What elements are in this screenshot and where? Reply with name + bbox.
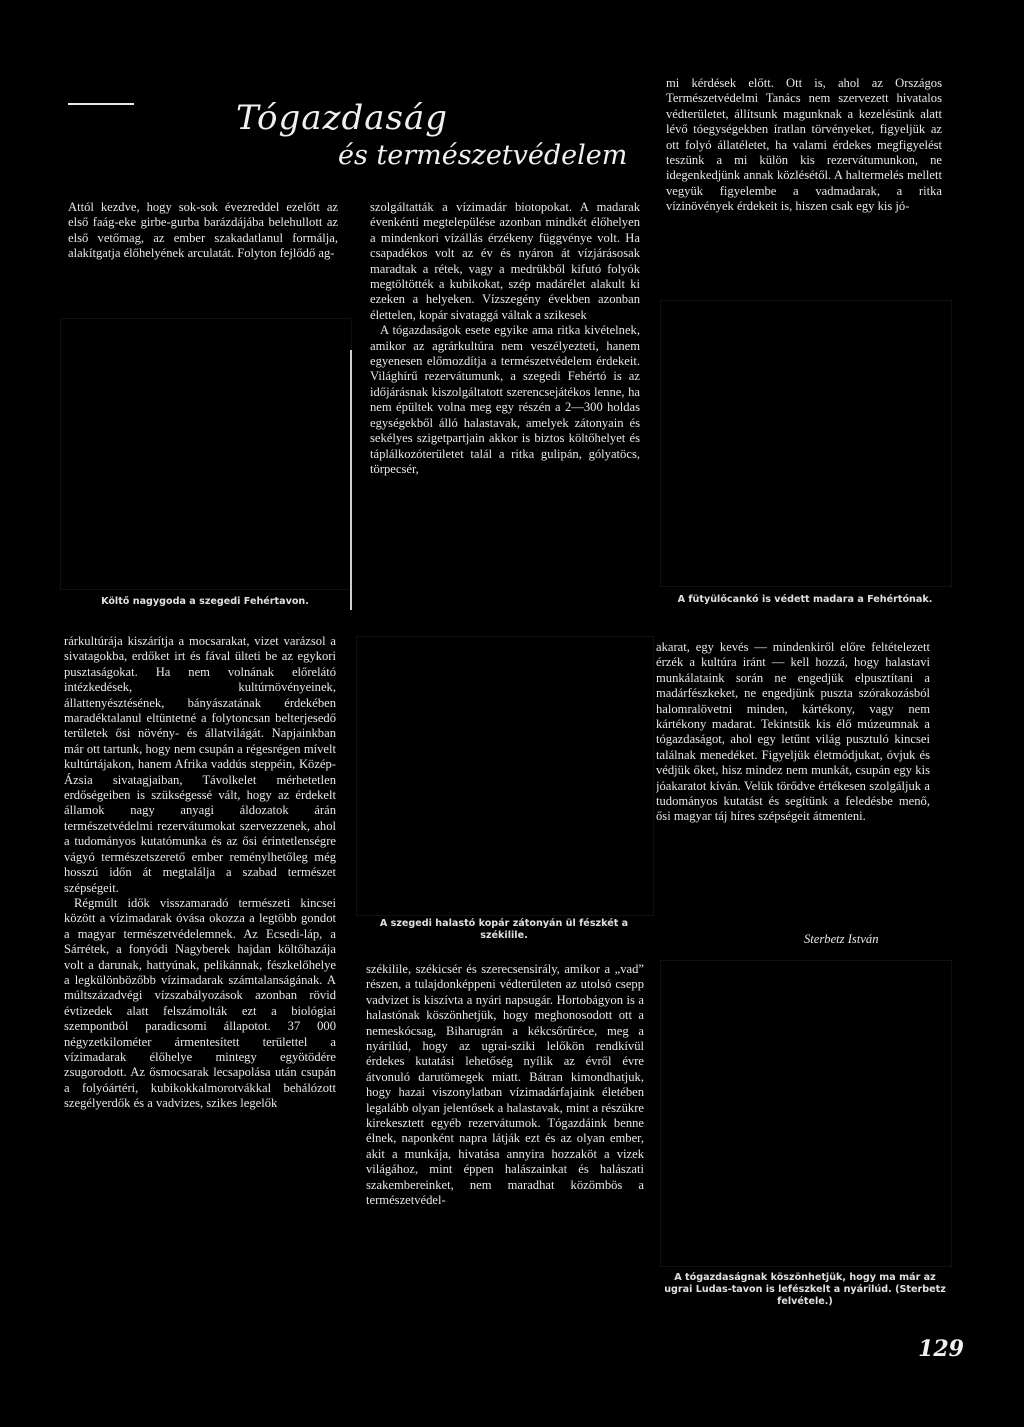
column-1-top [68,200,338,310]
paragraph: szolgáltatták a vízimadár biotopokat. A madarak évenkénti megtelepülése azonban mindkét élőhelyen a mindenkori vízállás érzékeny függvénye volt. Ha csapadékos volt az év és nyáron át vízjárásosak maradtak a rétek, vagy a medrükből kifutó folyók megtöltötték a kubikokat, szép madárélet alakult ki ezeken a helyeken. Vízszegény években azonban élettelen, kopár sivataggá váltak a szikesek [370,200,640,322]
column-divider [350,350,352,610]
column-1-bottom [64,634,336,1330]
paragraph: Attól kezdve, hogy sok-sok évezreddel ezelőtt az első faág-eke girbe-gurba barázdájába belehullott az első vetőmag, az ember szakadatlanul formálja, alakítgatja élőhelyének arculatát. Folyton fejlődő ag- [68,200,338,261]
article-subtitle: és természetvédelem [338,140,628,171]
photo-goose [660,960,952,1267]
paragraph: székilile, székicsér és szerecsensirály, amikor a „vad” részen, a tulajdonképpeni védterületen az utolsó csepp vadvizet is kiszívta a nyári napsugár. Hortobágyon is a halastónak köszönhetjük, hogy meghonosodott ott a nemeskócsag, Biharugrán a kékcsőrűréce, meg a nyárilúd, hogy az ugrai-sziki lelőkön rendkívül érdekes kutatási lehetőség nyílik az évről évre átvonuló darutömegek miatt. Bátran kimondhatjuk, hogy hazai viszonylatban vízimadárfajaink életében legalább olyan jelentősek a halastavak, mint a részükre kirekesztett egyéb rezervátumok. Tógazdáink benne élnek, naponként napra látják ezt és az olyan ember, akit a munkája, hivatása annyira hozzaköt a vizek világához, mint éppen halászainkat és halászati szakembereinket, nem maradhat közömbös a természetvédel- [366,962,644,1208]
photo-caption: A fütyülőcankó is védett madara a Fehértónak. [677,594,933,605]
photo-caption: A szegedi halastó kopár zátonyán ül fészkét a székilile. [379,918,629,941]
column-3-top [666,76,942,296]
title-rule [68,103,134,105]
paragraph: Régmúlt idők visszamaradó természeti kincsei között a vízimadarak óvása okozza a legtöbb gondot a magyar természetvédelemnek. Az Ecsedi-láp, a Sárrétek, a fonyódi Nagyberek hajdan költőhazája volt a darunak, hattyúnak, pelikánnak, fészkelőhelye a legkülönbözőbb vízimadarak számtalanságának. A múltszázadvégi vízszabályozások azonban rövid évtizedek alatt felszámolták ezt a biológiai szempontból paradicsomi állapotot. 37 000 négyzetkilométer ármentesített területtel a vízimadarak élőhelye mintegy egyötödére zsugorodott. Az ősmocsarak lecsapolása után csupán a folyóártéri, kubikokkalmorotvákkal behálózott szegélyerdők és a vadvizes, szikes legelők [64,895,336,1111]
author-signature: Sterbetz István [804,932,879,946]
paragraph: akarat, egy kevés — mindenkiről előre feltételezett érzék a kultúra iránt — kell hozzá, hogy halastavi munkálataink során ne engedjük elpusztítani a madárfészkeket, ne engedjünk puszta szórakozásból halomralövetni minden, kártékony, vagy nem kártékony madarat. Tekintsük kis élő múzeumnak a tógazdaságot, ahol egy letűnt világ pusztuló kincsei találnak menedéket. Figyeljük életmódjukat, óvjuk és védjük őket, hisz mindez nem munkát, csupán egy kis jóakaratot kíván. Velük törődve értékesen szolgáljuk a tudományos kutatást és segítünk a feledésbe menő, ősi magyar táj híres szépségeit átmenteni. [656,640,930,824]
column-2-bottom [366,962,644,1332]
page-number: 129 [918,1336,964,1362]
paragraph: rárkultúrája kiszárítja a mocsarakat, vizet varázsol a sivatagokba, erdőket irt és fával ülteti be az egykori pusztaságokat. Ha nem volnának előrelátó intézkedések, kultúrnövényeinek, állattenyésztésének, bányászatának érdekében maradéktalanul eltüntetné a folytoncsan belterjesedő területek ősi növény- és állatvilágát. Napjainkban már ott tartunk, hogy nem csupán a régesrégen mívelt kultúrtájakon, hanem Afrika vaddús steppéin, Közép-Ázsia sivatagjaiban, Távolkelet mérhetetlen erdőségeiben is szükségessé vált, hogy az érdekelt államok nagy anyagi áldozatok árán természetvédelmi rezervátumokat szervezzenek, ahol a tudományos kutatómunka és az ősi érintetlenségre vágyó természetszerető ember reménylhetőleg még hosszú időn át megtalálja a szabad természet szépségeit. [64,634,336,895]
article-title: Tógazdaság [236,98,448,138]
photo-caption: A tógazdaságnak köszönhetjük, hogy ma már az ugrai Ludas-tavon is lefészkelt a nyárilúd. (Sterbetz felvétele.) [664,1272,946,1307]
photo-caption: Költő nagygoda a szegedi Fehértavon. [101,596,309,607]
photo-tern-nest [356,636,654,916]
paragraph: A tógazdaságok esete egyike ama ritka kivételnek, amikor az agrárkultúra nem veszélyezteti, hanem egyenesen előmozdítja a természetvédelem érdekeit. Világhírű rezervátumunk, a szegedi Fehértó is az időjárásnak kiszolgáltatott szerencsejátékos lenne, ha nem épültek volna meg egy részén a 2—300 holdas egységekből álló halastavak, amelyek zátonyain és sekélyes szigetpartjain akkor is biztos költőhelyet és táplálkozóterületet talál a ritka gulipán, gólyatöcs, törpecsér, [370,323,640,476]
column-2-top [370,200,640,616]
column-3-bottom [656,640,930,930]
paragraph: mi kérdések előtt. Ott is, ahol az Országos Természetvédelmi Tanács nem szervezett hivatalos védterületet, állítsunk magunknak a kezelésünk alatt lévő tóegységekben íratlan törvényeket, figyeljük az ott folyó állatéletet, ha valami érdekes megfigyelést teszünk a mi külön kis rezervátumunkon, ne idegenkedjünk annak közlésétől. A haltermelés mellett vegyük figyelembe a vadmadarak, a ritka vízinövények érdekeit is, hiszen csak egy kis jó- [666,76,942,214]
photo-nesting-bird [60,318,352,590]
photo-sandpiper [660,300,952,587]
